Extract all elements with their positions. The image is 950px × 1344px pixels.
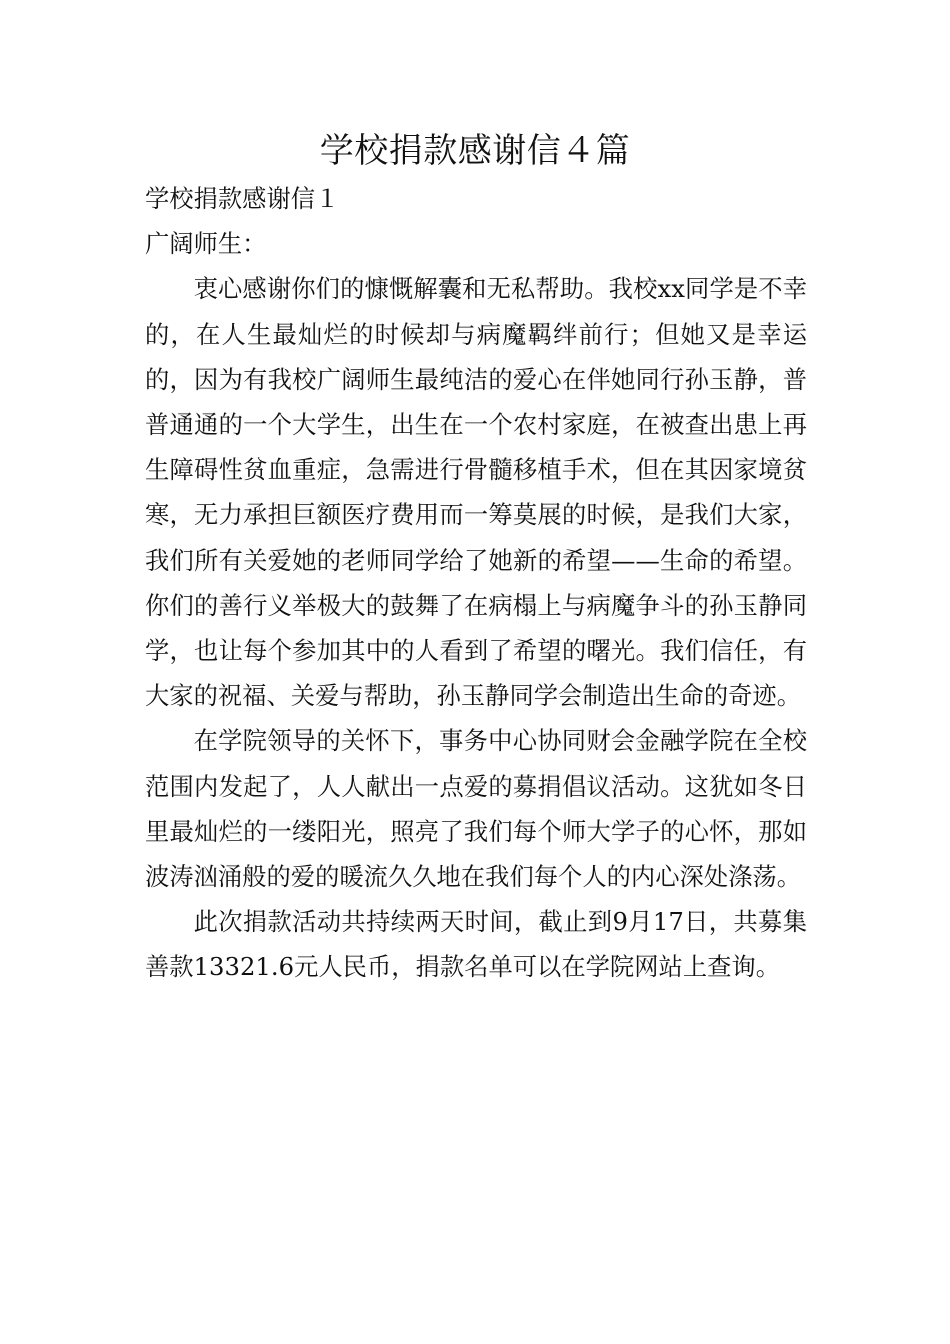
letter-salutation: 广阔师生： [145, 229, 267, 259]
paragraph-3: 此次捐款活动共持续两天时间，截止到9月17日，共募集善款13321.6元人民币，捐款名单可以在学院网站上查询。 [145, 907, 807, 982]
paragraph-1: 衷心感谢你们的慷慨解囊和无私帮助。我校xx同学是不幸的，在人生最灿烂的时候却与病魔羁绊前行；但她又是幸运的，因为有我校广阔师生最纯洁的爱心在伴她同行孙玉静，普普通通的一个大学生，出生在一个农村家庭，在被查出患上再生障碍性贫血重症，急需进行骨髓移植手术，但在其因家境贫寒，无力承担巨额医疗费用而一筹莫展的时候，是我们大家，我们所有关爱她的老师同学给了她新的希望——生命的希望。你们的善行义举极大的鼓舞了在病榻上与病魔争斗的孙玉静同学，也让每个参加其中的人看到了希望的曙光。我们信任，有大家的祝福、关爱与帮助，孙玉静同学会制造出生命的奇迹。 [145, 274, 807, 711]
document-body [145, 176, 807, 990]
paragraph-2: 在学院领导的关怀下，事务中心协同财会金融学院在全校范围内发起了，人人献出一点爱的募捐倡议活动。这犹如冬日里最灿烂的一缕阳光，照亮了我们每个师大学子的心怀，那如波涛汹涌般的爱的暖流久久地在我们每个人的内心深处涤荡。 [145, 726, 807, 892]
document-title: 学校捐款感谢信４篇 [319, 131, 631, 171]
letter-subtitle: 学校捐款感谢信１ [145, 184, 340, 213]
